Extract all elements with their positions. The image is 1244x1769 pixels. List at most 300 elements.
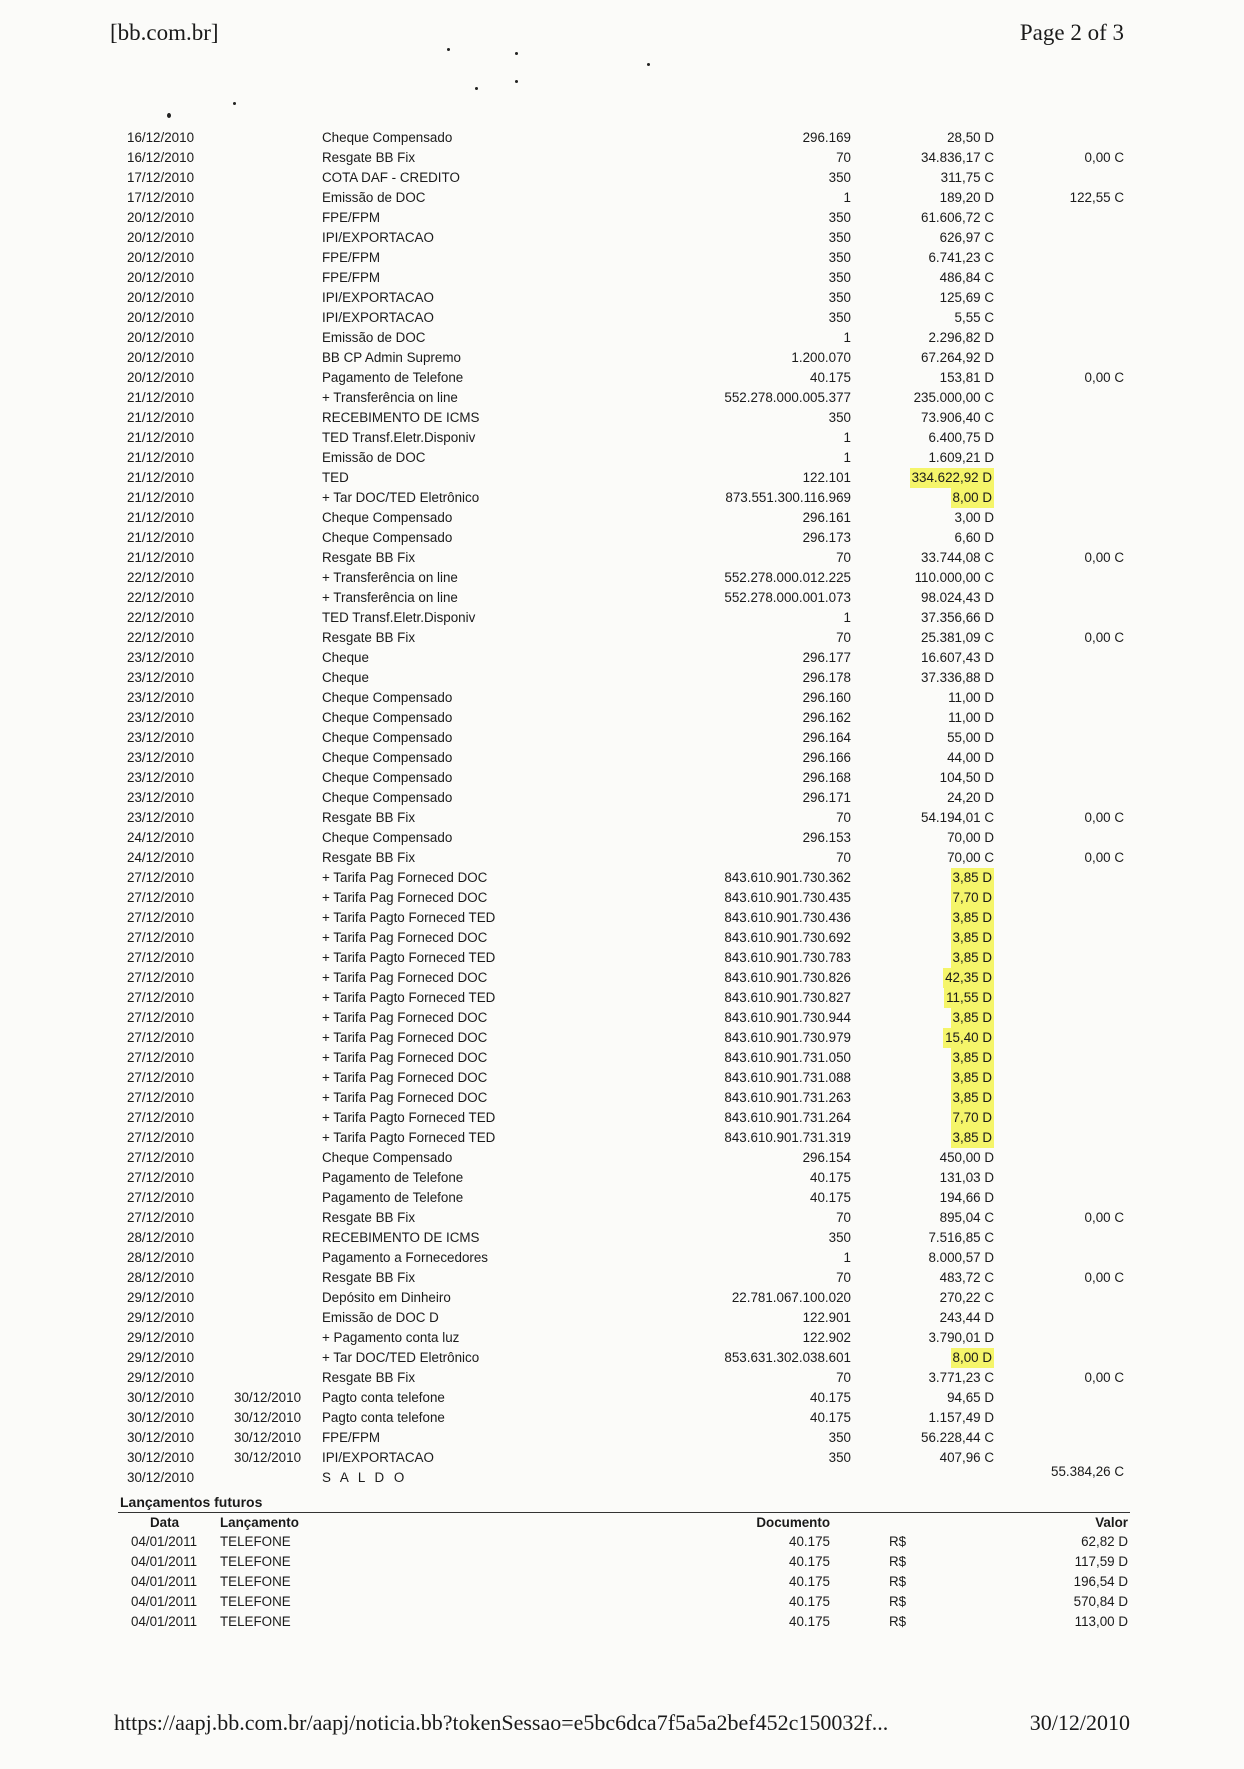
transaction-document: 122.901 [802, 1310, 851, 1325]
transaction-document: 40.175 [810, 1390, 851, 1405]
transaction-description: + Tar DOC/TED Eletrônico [322, 490, 480, 505]
transaction-description: + Tarifa Pagto Forneced TED [322, 1130, 496, 1145]
transaction-value: 11,00 D [948, 710, 994, 725]
table-row [0, 488, 1244, 508]
transaction-date: 22/12/2010 [127, 610, 195, 625]
transaction-description: Pagamento de Telefone [322, 1190, 464, 1205]
transaction-balance-date: 30/12/2010 [234, 1450, 302, 1465]
transaction-document: 350 [828, 310, 851, 325]
transaction-date: 27/12/2010 [127, 1010, 195, 1025]
future-header-document: Documento [756, 1515, 830, 1530]
future-currency: R$ [889, 1594, 907, 1609]
transaction-value: 8,00 D [951, 1348, 994, 1368]
transaction-description: + Tarifa Pag Forneced DOC [322, 1030, 488, 1045]
transaction-document: 853.631.302.038.601 [724, 1350, 851, 1365]
transaction-description: Cheque [322, 650, 369, 665]
transaction-document: 843.610.901.730.436 [724, 910, 851, 925]
transaction-value: 7.516,85 C [928, 1230, 994, 1245]
transaction-value: 73.906,40 C [921, 410, 994, 425]
transaction-value: 70,00 C [947, 850, 994, 865]
future-launch: TELEFONE [220, 1554, 291, 1569]
table-row [0, 1028, 1244, 1048]
transaction-description: Resgate BB Fix [322, 850, 416, 865]
table-row [0, 548, 1244, 568]
transaction-value: 6.400,75 D [928, 430, 994, 445]
transaction-value: 194,66 D [939, 1190, 994, 1205]
table-row [0, 1248, 1244, 1268]
transaction-description: Resgate BB Fix [322, 1370, 416, 1385]
transaction-date: 23/12/2010 [127, 690, 195, 705]
future-document: 40.175 [789, 1554, 830, 1569]
table-row [0, 368, 1244, 388]
table-row [0, 788, 1244, 808]
table-row [0, 308, 1244, 328]
transaction-value: 1.609,21 D [928, 450, 994, 465]
future-value: 117,59 D [1074, 1554, 1128, 1569]
future-row [0, 1592, 1244, 1612]
transaction-date: 23/12/2010 [127, 650, 195, 665]
table-row [0, 1348, 1244, 1368]
transaction-document: 843.610.901.730.944 [724, 1010, 851, 1025]
transaction-document: 296.178 [802, 670, 851, 685]
table-row [0, 988, 1244, 1008]
transaction-date: 21/12/2010 [127, 530, 195, 545]
table-row [0, 928, 1244, 948]
table-row [0, 1068, 1244, 1088]
transaction-description: FPE/FPM [322, 250, 381, 265]
transaction-saldo: 0,00 C [1084, 1270, 1124, 1285]
transaction-document: 843.610.901.731.088 [724, 1070, 851, 1085]
transaction-date: 23/12/2010 [127, 710, 195, 725]
transaction-description: + Tarifa Pag Forneced DOC [322, 870, 488, 885]
table-row [0, 208, 1244, 228]
future-row [0, 1612, 1244, 1632]
transaction-document: 1 [843, 330, 851, 345]
transaction-description: Cheque Compensado [322, 130, 453, 145]
transaction-date: 27/12/2010 [127, 930, 195, 945]
transaction-value: 3.790,01 D [928, 1330, 994, 1345]
transaction-value: 5,55 C [954, 310, 994, 325]
transaction-value: 37.336,88 D [921, 670, 994, 685]
table-row [0, 448, 1244, 468]
transaction-date: 30/12/2010 [127, 1430, 195, 1445]
table-row [0, 1128, 1244, 1148]
transaction-date: 27/12/2010 [127, 1130, 195, 1145]
transaction-value: 16.607,43 D [921, 650, 994, 665]
future-date: 04/01/2011 [131, 1534, 198, 1549]
table-row [0, 1188, 1244, 1208]
transaction-list [0, 128, 1244, 1488]
transaction-value: 42,35 D [943, 968, 994, 988]
transaction-date: 21/12/2010 [127, 450, 195, 465]
transaction-value: 3,85 D [951, 948, 994, 968]
transaction-document: 70 [836, 150, 851, 165]
transaction-description: FPE/FPM [322, 210, 381, 225]
transaction-value: 235.000,00 C [913, 390, 994, 405]
transaction-value: 55,00 D [947, 730, 994, 745]
transaction-description: IPI/EXPORTACAO [322, 310, 434, 325]
transaction-document: 122.902 [802, 1330, 851, 1345]
scan-speck [447, 48, 450, 51]
table-row [0, 1268, 1244, 1288]
transaction-description: + Tarifa Pagto Forneced TED [322, 910, 496, 925]
transaction-document: 296.173 [802, 530, 851, 545]
transaction-value: 125,69 C [939, 290, 994, 305]
transaction-saldo: 0,00 C [1084, 150, 1124, 165]
table-row [0, 1368, 1244, 1388]
table-row [0, 408, 1244, 428]
table-row [0, 428, 1244, 448]
transaction-document: 843.610.901.731.264 [724, 1110, 851, 1125]
transaction-description: Emissão de DOC [322, 450, 426, 465]
transaction-description: Cheque Compensado [322, 690, 453, 705]
table-row [0, 588, 1244, 608]
future-date: 04/01/2011 [131, 1614, 198, 1629]
saldo-date: 30/12/2010 [127, 1470, 195, 1485]
transaction-date: 21/12/2010 [127, 550, 195, 565]
transaction-value: 61.606,72 C [921, 210, 994, 225]
transaction-date: 23/12/2010 [127, 770, 195, 785]
future-date: 04/01/2011 [131, 1554, 198, 1569]
transaction-document: 296.164 [802, 730, 851, 745]
table-row [0, 248, 1244, 268]
transaction-date: 23/12/2010 [127, 810, 195, 825]
transaction-date: 29/12/2010 [127, 1370, 195, 1385]
transaction-date: 27/12/2010 [127, 1030, 195, 1045]
transaction-document: 122.101 [802, 470, 851, 485]
transaction-date: 30/12/2010 [127, 1390, 195, 1405]
transaction-balance-date: 30/12/2010 [234, 1430, 302, 1445]
table-row [0, 908, 1244, 928]
transaction-value: 486,84 C [939, 270, 994, 285]
transaction-date: 16/12/2010 [127, 150, 195, 165]
transaction-document: 296.166 [802, 750, 851, 765]
transaction-description: Resgate BB Fix [322, 1210, 416, 1225]
transaction-description: Emissão de DOC D [322, 1310, 439, 1325]
transaction-date: 20/12/2010 [127, 250, 195, 265]
transaction-date: 27/12/2010 [127, 990, 195, 1005]
table-row [0, 168, 1244, 188]
future-document: 40.175 [789, 1534, 830, 1549]
transaction-value: 33.744,08 C [921, 550, 994, 565]
transaction-value: 67.264,92 D [921, 350, 994, 365]
transaction-description: + Transferência on line [322, 570, 458, 585]
transaction-document: 70 [836, 630, 851, 645]
transaction-value: 334.622,92 D [910, 468, 994, 488]
transaction-description: + Tarifa Pag Forneced DOC [322, 1050, 488, 1065]
transaction-document: 70 [836, 1370, 851, 1385]
saldo-label: S A L D O [322, 1470, 408, 1485]
transaction-description: IPI/EXPORTACAO [322, 1450, 434, 1465]
transaction-document: 843.610.901.730.979 [724, 1030, 851, 1045]
table-row [0, 1408, 1244, 1428]
future-document: 40.175 [789, 1614, 830, 1629]
transaction-date: 20/12/2010 [127, 210, 195, 225]
transaction-date: 27/12/2010 [127, 970, 195, 985]
transaction-date: 30/12/2010 [127, 1450, 195, 1465]
transaction-date: 17/12/2010 [127, 170, 195, 185]
transaction-date: 21/12/2010 [127, 490, 195, 505]
table-row [0, 1048, 1244, 1068]
transaction-date: 30/12/2010 [127, 1410, 195, 1425]
transaction-document: 1 [843, 190, 851, 205]
transaction-description: IPI/EXPORTACAO [322, 290, 434, 305]
future-entries-list [0, 1532, 1244, 1632]
transaction-document: 552.278.000.005.377 [724, 390, 851, 405]
table-row [0, 1088, 1244, 1108]
future-entries-title: Lançamentos futuros [120, 1494, 263, 1510]
transaction-date: 23/12/2010 [127, 730, 195, 745]
transaction-document: 843.610.901.731.263 [724, 1090, 851, 1105]
transaction-description: Cheque Compensado [322, 1150, 453, 1165]
transaction-document: 296.153 [802, 830, 851, 845]
table-row [0, 688, 1244, 708]
transaction-document: 296.160 [802, 690, 851, 705]
transaction-description: Resgate BB Fix [322, 1270, 416, 1285]
table-row [0, 288, 1244, 308]
transaction-date: 27/12/2010 [127, 1070, 195, 1085]
table-row [0, 868, 1244, 888]
transaction-saldo: 0,00 C [1084, 370, 1124, 385]
future-value: 62,82 D [1081, 1534, 1128, 1549]
table-row [0, 668, 1244, 688]
transaction-value: 7,70 D [951, 888, 994, 908]
transaction-description: Depósito em Dinheiro [322, 1290, 451, 1305]
transaction-description: FPE/FPM [322, 270, 381, 285]
transaction-date: 28/12/2010 [127, 1250, 195, 1265]
scan-speck [167, 113, 171, 118]
transaction-description: + Transferência on line [322, 590, 458, 605]
transaction-saldo: 0,00 C [1084, 1210, 1124, 1225]
transaction-document: 350 [828, 1450, 851, 1465]
scan-speck [515, 80, 518, 83]
transaction-document: 296.177 [802, 650, 851, 665]
transaction-document: 70 [836, 850, 851, 865]
transaction-document: 843.610.901.730.783 [724, 950, 851, 965]
transaction-saldo: 0,00 C [1084, 550, 1124, 565]
transaction-value: 8.000,57 D [928, 1250, 994, 1265]
future-document: 40.175 [789, 1594, 830, 1609]
transaction-document: 1 [843, 610, 851, 625]
future-row [0, 1572, 1244, 1592]
transaction-saldo: 0,00 C [1084, 850, 1124, 865]
table-row [0, 268, 1244, 288]
transaction-description: + Tarifa Pagto Forneced TED [322, 990, 496, 1005]
transaction-value: 243,44 D [939, 1310, 994, 1325]
table-row [0, 228, 1244, 248]
transaction-value: 189,20 D [939, 190, 994, 205]
transaction-description: + Transferência on line [322, 390, 458, 405]
scan-speck [647, 63, 650, 66]
transaction-value: 24,20 D [947, 790, 994, 805]
table-row [0, 508, 1244, 528]
transaction-value: 3,85 D [951, 1008, 994, 1028]
transaction-value: 98.024,43 D [921, 590, 994, 605]
future-currency: R$ [889, 1554, 907, 1569]
table-row [0, 828, 1244, 848]
transaction-description: RECEBIMENTO DE ICMS [322, 1230, 480, 1245]
future-currency: R$ [889, 1574, 907, 1589]
transaction-date: 16/12/2010 [127, 130, 195, 145]
transaction-description: TED Transf.Eletr.Disponiv [322, 430, 476, 445]
transaction-description: Emissão de DOC [322, 190, 426, 205]
transaction-description: + Tarifa Pag Forneced DOC [322, 1010, 488, 1025]
future-launch: TELEFONE [220, 1534, 291, 1549]
transaction-date: 29/12/2010 [127, 1290, 195, 1305]
transaction-document: 350 [828, 1430, 851, 1445]
future-entries-divider [118, 1512, 1130, 1513]
transaction-document: 40.175 [810, 1170, 851, 1185]
transaction-date: 21/12/2010 [127, 390, 195, 405]
transaction-value: 483,72 C [939, 1270, 994, 1285]
transaction-date: 28/12/2010 [127, 1230, 195, 1245]
transaction-date: 27/12/2010 [127, 890, 195, 905]
transaction-description: IPI/EXPORTACAO [322, 230, 434, 245]
transaction-date: 23/12/2010 [127, 750, 195, 765]
transaction-description: Resgate BB Fix [322, 810, 416, 825]
transaction-saldo: 0,00 C [1084, 630, 1124, 645]
transaction-description: Cheque Compensado [322, 530, 453, 545]
table-row [0, 1428, 1244, 1448]
table-row [0, 608, 1244, 628]
transaction-date: 20/12/2010 [127, 330, 195, 345]
table-row [0, 1328, 1244, 1348]
transaction-date: 27/12/2010 [127, 1190, 195, 1205]
transaction-document: 40.175 [810, 1410, 851, 1425]
transaction-description: + Tarifa Pag Forneced DOC [322, 970, 488, 985]
table-row [0, 328, 1244, 348]
transaction-date: 23/12/2010 [127, 670, 195, 685]
transaction-date: 29/12/2010 [127, 1350, 195, 1365]
transaction-description: BB CP Admin Supremo [322, 350, 461, 365]
transaction-value: 450,00 D [939, 1150, 994, 1165]
transaction-date: 21/12/2010 [127, 430, 195, 445]
table-row [0, 648, 1244, 668]
future-value: 113,00 D [1074, 1614, 1128, 1629]
transaction-document: 296.162 [802, 710, 851, 725]
transaction-saldo: 0,00 C [1084, 810, 1124, 825]
transaction-value: 3,85 D [951, 1088, 994, 1108]
transaction-value: 34.836,17 C [921, 150, 994, 165]
future-header-date: Data [150, 1515, 180, 1530]
transaction-date: 27/12/2010 [127, 1110, 195, 1125]
transaction-description: Cheque Compensado [322, 710, 453, 725]
table-row [0, 1168, 1244, 1188]
transaction-date: 29/12/2010 [127, 1310, 195, 1325]
transaction-value: 895,04 C [939, 1210, 994, 1225]
table-row [0, 128, 1244, 148]
table-row [0, 848, 1244, 868]
transaction-value: 56.228,44 C [921, 1430, 994, 1445]
transaction-value: 3,85 D [951, 908, 994, 928]
table-row [0, 388, 1244, 408]
transaction-description: Pagamento de Telefone [322, 1170, 464, 1185]
transaction-description: Pagto conta telefone [322, 1410, 445, 1425]
transaction-description: + Tarifa Pag Forneced DOC [322, 1090, 488, 1105]
header-site: [bb.com.br] [110, 20, 219, 45]
transaction-value: 626,97 C [939, 230, 994, 245]
transaction-document: 1.200.070 [791, 350, 851, 365]
table-row [0, 708, 1244, 728]
table-row [0, 808, 1244, 828]
transaction-document: 70 [836, 550, 851, 565]
transaction-document: 40.175 [810, 1190, 851, 1205]
future-launch: TELEFONE [220, 1574, 291, 1589]
transaction-description: + Tarifa Pagto Forneced TED [322, 1110, 496, 1125]
transaction-description: + Pagamento conta luz [322, 1330, 460, 1345]
transaction-value: 6,60 D [954, 530, 994, 545]
transaction-description: TED [322, 470, 349, 485]
saldo-row [0, 1464, 1244, 1488]
transaction-date: 17/12/2010 [127, 190, 195, 205]
transaction-document: 843.610.901.730.692 [724, 930, 851, 945]
transaction-description: RECEBIMENTO DE ICMS [322, 410, 480, 425]
transaction-date: 20/12/2010 [127, 290, 195, 305]
transaction-value: 94,65 D [947, 1390, 994, 1405]
transaction-document: 350 [828, 170, 851, 185]
transaction-description: Pagamento a Fornecedores [322, 1250, 488, 1265]
transaction-value: 1.157,49 D [928, 1410, 994, 1425]
transaction-description: + Tarifa Pag Forneced DOC [322, 890, 488, 905]
table-row [0, 888, 1244, 908]
transaction-date: 27/12/2010 [127, 1090, 195, 1105]
transaction-date: 20/12/2010 [127, 270, 195, 285]
transaction-description: Pagamento de Telefone [322, 370, 464, 385]
transaction-value: 2.296,82 D [928, 330, 994, 345]
scan-speck [515, 52, 518, 55]
table-row [0, 768, 1244, 788]
transaction-date: 24/12/2010 [127, 830, 195, 845]
transaction-value: 3,85 D [951, 1128, 994, 1148]
table-row [0, 348, 1244, 368]
transaction-description: Resgate BB Fix [322, 150, 416, 165]
transaction-document: 22.781.067.100.020 [731, 1290, 851, 1305]
transaction-value: 11,55 D [944, 988, 994, 1008]
transaction-date: 21/12/2010 [127, 510, 195, 525]
future-row [0, 1552, 1244, 1572]
table-row [0, 1108, 1244, 1128]
transaction-date: 20/12/2010 [127, 230, 195, 245]
transaction-description: + Tarifa Pag Forneced DOC [322, 930, 488, 945]
transaction-value: 44,00 D [947, 750, 994, 765]
transaction-date: 22/12/2010 [127, 570, 195, 585]
future-value: 196,54 D [1073, 1574, 1128, 1589]
table-row [0, 1008, 1244, 1028]
transaction-value: 28,50 D [947, 130, 994, 145]
transaction-document: 350 [828, 1230, 851, 1245]
transaction-description: Resgate BB Fix [322, 630, 416, 645]
transaction-value: 3.771,23 C [928, 1370, 994, 1385]
table-row [0, 968, 1244, 988]
transaction-document: 843.610.901.731.319 [724, 1130, 851, 1145]
transaction-value: 25.381,09 C [921, 630, 994, 645]
table-row [0, 1208, 1244, 1228]
future-launch: TELEFONE [220, 1594, 291, 1609]
transaction-date: 20/12/2010 [127, 310, 195, 325]
future-value: 570,84 D [1073, 1594, 1128, 1609]
transaction-description: Pagto conta telefone [322, 1390, 445, 1405]
transaction-date: 27/12/2010 [127, 1150, 195, 1165]
transaction-date: 27/12/2010 [127, 910, 195, 925]
transaction-value: 6.741,23 C [928, 250, 994, 265]
table-row [0, 468, 1244, 488]
transaction-document: 296.168 [802, 770, 851, 785]
table-row [0, 1308, 1244, 1328]
transaction-document: 70 [836, 1270, 851, 1285]
transaction-description: Cheque [322, 670, 369, 685]
table-row [0, 728, 1244, 748]
transaction-date: 27/12/2010 [127, 1050, 195, 1065]
